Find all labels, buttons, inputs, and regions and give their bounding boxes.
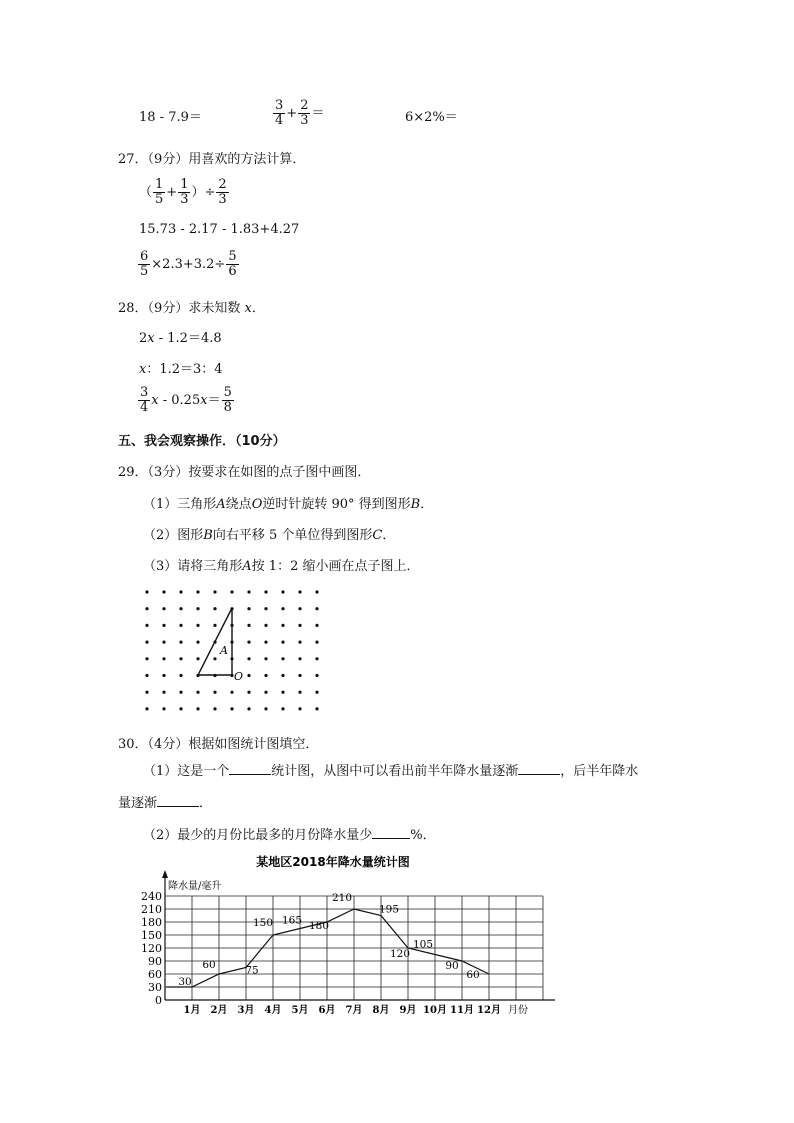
grid-dot bbox=[298, 624, 301, 627]
grid-dot bbox=[247, 691, 250, 694]
y-tick-label: 240 bbox=[141, 890, 162, 903]
dot-grid[interactable] bbox=[138, 584, 348, 714]
grid-dot bbox=[281, 624, 284, 627]
data-label: 195 bbox=[378, 903, 400, 916]
chart-xlabel: 月份 bbox=[508, 1005, 528, 1016]
grid-dot bbox=[213, 707, 216, 710]
grid-dot bbox=[264, 674, 267, 677]
grid-dot bbox=[230, 691, 233, 694]
chart-ylabel: 降水量/毫升 bbox=[168, 881, 222, 892]
grid-dot bbox=[179, 624, 182, 627]
grid-dot bbox=[213, 657, 216, 660]
grid-dot bbox=[196, 691, 199, 694]
data-label: 210 bbox=[331, 892, 353, 904]
y-tick-label: 0 bbox=[155, 994, 162, 1007]
answer-blank[interactable] bbox=[372, 826, 410, 839]
q27-expr-2: 15.73 - 2.17 - 1.83+4.27 bbox=[139, 222, 300, 237]
grid-dot bbox=[145, 707, 148, 710]
grid-dot bbox=[264, 707, 267, 710]
grid-dot bbox=[315, 691, 318, 694]
calc-expr-1: 18 - 7.9＝ bbox=[139, 110, 202, 125]
y-tick-label: 120 bbox=[141, 942, 162, 955]
q29-step-2: （2）图形B向右平移 5 个单位得到图形C． bbox=[143, 528, 396, 543]
grid-dot bbox=[213, 624, 216, 627]
grid-dot bbox=[298, 641, 301, 644]
grid-dot bbox=[213, 590, 216, 593]
grid-dot bbox=[162, 590, 165, 593]
grid-dot bbox=[264, 624, 267, 627]
grid-dot bbox=[298, 607, 301, 610]
grid-dot bbox=[179, 691, 182, 694]
grid-dot bbox=[298, 707, 301, 710]
grid-dot bbox=[281, 607, 284, 610]
grid-dot bbox=[298, 657, 301, 660]
q28-expr-1: 2x - 1.2＝4.8 bbox=[139, 331, 222, 346]
grid-dot bbox=[162, 674, 165, 677]
grid-dot bbox=[145, 657, 148, 660]
grid-dot bbox=[196, 707, 199, 710]
data-label: 60 bbox=[466, 969, 480, 981]
q27-expr-3: $\frac{6}{5}$ ×2.3+3.2÷ $\frac{5}{6}$ bbox=[140, 249, 237, 279]
grid-dot bbox=[162, 607, 165, 610]
q30-step-1-cont: 量逐渐 ． bbox=[118, 796, 213, 811]
x-tick-label: 9月 bbox=[399, 1005, 417, 1016]
grid-dot bbox=[145, 624, 148, 627]
grid-dot bbox=[162, 657, 165, 660]
grid-dot bbox=[196, 624, 199, 627]
grid-dot bbox=[213, 691, 216, 694]
grid-dot bbox=[213, 607, 216, 610]
data-label: 105 bbox=[412, 938, 434, 951]
grid-dot bbox=[264, 657, 267, 660]
grid-dot bbox=[162, 691, 165, 694]
q29-step-3: （3）请将三角形A按 1：2 缩小画在点子图上． bbox=[143, 559, 420, 574]
x-tick-label: 2月 bbox=[210, 1005, 228, 1016]
q30-step-2: （2）最少的月份比最多的月份降水量少 %． bbox=[143, 828, 436, 843]
grid-dot bbox=[196, 641, 199, 644]
x-tick-label: 12月 bbox=[477, 1005, 501, 1016]
grid-dot bbox=[247, 707, 250, 710]
fraction: $\frac{5}{6}$ bbox=[228, 249, 237, 279]
x-tick-label: 3月 bbox=[237, 1005, 255, 1016]
x-tick-label: 8月 bbox=[372, 1005, 390, 1016]
grid-dot bbox=[247, 641, 250, 644]
fraction: $\frac{2}{3}$ bbox=[218, 177, 227, 207]
point-label-o: O bbox=[234, 670, 244, 683]
y-tick-label: 60 bbox=[148, 968, 162, 981]
fraction: $\frac{2}{3}$ bbox=[300, 98, 309, 128]
grid-dot bbox=[281, 641, 284, 644]
data-label: 30 bbox=[178, 976, 192, 988]
x-tick-label: 11月 bbox=[450, 1005, 474, 1016]
triangle-a bbox=[198, 608, 232, 675]
fraction: $\frac{3}{4}$ bbox=[275, 98, 284, 128]
grid-dot bbox=[298, 691, 301, 694]
section-title: 五、我会观察操作．（10分） bbox=[118, 434, 286, 449]
grid-dot bbox=[230, 590, 233, 593]
grid-dot bbox=[145, 691, 148, 694]
calc-expr-3: 6×2%＝ bbox=[405, 110, 458, 125]
calc-expr-2: $\frac{3}{4}$ + $\frac{2}{3}$ ＝ bbox=[275, 98, 325, 128]
triangle-label-a: A bbox=[220, 644, 228, 657]
rainfall-line-chart bbox=[135, 852, 555, 1020]
fraction: $\frac{1}{5}$ bbox=[155, 177, 164, 207]
fraction: $\frac{6}{5}$ bbox=[140, 249, 149, 279]
grid-dot bbox=[247, 624, 250, 627]
y-tick-label: 90 bbox=[148, 955, 162, 968]
grid-dot bbox=[281, 674, 284, 677]
answer-blank[interactable] bbox=[518, 762, 560, 775]
x-tick-label: 1月 bbox=[183, 1005, 201, 1016]
grid-dot bbox=[179, 707, 182, 710]
q29-heading: 29．（3分）按要求在如图的点子图中画图． bbox=[118, 465, 371, 480]
grid-dot bbox=[315, 674, 318, 677]
data-label: 90 bbox=[445, 960, 459, 972]
y-tick-label: 180 bbox=[141, 916, 162, 929]
data-label: 60 bbox=[202, 959, 216, 971]
y-tick-label: 150 bbox=[141, 929, 162, 942]
grid-dot bbox=[247, 674, 250, 677]
y-tick-label: 210 bbox=[141, 903, 162, 916]
grid-dot bbox=[281, 691, 284, 694]
grid-dot bbox=[247, 657, 250, 660]
fraction: $\frac{1}{3}$ bbox=[180, 177, 189, 207]
x-tick-label: 7月 bbox=[345, 1005, 363, 1016]
data-label: 165 bbox=[281, 914, 303, 927]
grid-dot bbox=[162, 641, 165, 644]
grid-dot bbox=[264, 590, 267, 593]
grid-dot bbox=[145, 607, 148, 610]
q27-expr-1: （ $\frac{1}{5}$ + $\frac{1}{3}$ ）÷ $\frac{2}{3}$ bbox=[139, 177, 227, 207]
x-tick-label: 5月 bbox=[291, 1005, 309, 1016]
x-tick-label: 10月 bbox=[423, 1005, 447, 1016]
data-label: 75 bbox=[245, 964, 259, 977]
chart-data-labels bbox=[178, 892, 479, 988]
answer-blank[interactable] bbox=[229, 762, 271, 775]
q27-heading: 27．（9分）用喜欢的方法计算． bbox=[118, 152, 306, 167]
data-label: 150 bbox=[252, 917, 274, 929]
grid-dot bbox=[179, 590, 182, 593]
grid-dot bbox=[196, 657, 199, 660]
grid-dot bbox=[315, 590, 318, 593]
grid-dot bbox=[264, 607, 267, 610]
grid-dot bbox=[315, 641, 318, 644]
chart-yticks bbox=[141, 890, 162, 1007]
grid-dot bbox=[264, 691, 267, 694]
q29-step-1: （1）三角形A绕点O逆时针旋转 90° 得到图形B． bbox=[143, 497, 434, 512]
grid-dot bbox=[315, 707, 318, 710]
grid-dot bbox=[281, 590, 284, 593]
fraction: $\frac{3}{4}$ bbox=[140, 385, 149, 415]
grid-dot bbox=[230, 707, 233, 710]
fraction: $\frac{5}{8}$ bbox=[223, 385, 232, 415]
grid-dot bbox=[179, 641, 182, 644]
q28-heading: 28．（9分）求未知数 x． bbox=[118, 301, 265, 316]
grid-dot bbox=[264, 641, 267, 644]
answer-blank[interactable] bbox=[157, 794, 199, 807]
data-label: 180 bbox=[308, 920, 330, 932]
grid-dot bbox=[145, 590, 148, 593]
grid-dot bbox=[298, 590, 301, 593]
grid-dot bbox=[196, 590, 199, 593]
grid-dot bbox=[315, 607, 318, 610]
data-label: 120 bbox=[389, 948, 411, 960]
chart-title: 某地区2018年降水量统计图 bbox=[256, 855, 410, 869]
y-tick-label: 30 bbox=[148, 981, 162, 994]
x-tick-label: 4月 bbox=[264, 1005, 282, 1016]
grid-dot bbox=[162, 707, 165, 710]
grid-dot bbox=[145, 674, 148, 677]
grid-dot bbox=[281, 657, 284, 660]
q30-heading: 30．（4分）根据如图统计图填空． bbox=[118, 737, 319, 752]
q28-expr-3: $\frac{3}{4}$ x - 0.25x＝ $\frac{5}{8}$ bbox=[140, 385, 232, 415]
grid-dot bbox=[247, 607, 250, 610]
grid-dot bbox=[298, 674, 301, 677]
grid-dot bbox=[315, 657, 318, 660]
grid-dot bbox=[179, 607, 182, 610]
chart-grid bbox=[165, 896, 543, 1000]
chart-xticks bbox=[184, 1003, 501, 1016]
grid-dot bbox=[315, 624, 318, 627]
grid-dot bbox=[281, 707, 284, 710]
q30-step-1: （1）这是一个 统计图，从图中可以看出前半年降水量逐渐 ，后半年降水 bbox=[143, 764, 639, 779]
grid-dot bbox=[196, 607, 199, 610]
x-tick-label: 6月 bbox=[318, 1005, 336, 1016]
grid-dot bbox=[162, 624, 165, 627]
grid-dot bbox=[145, 641, 148, 644]
y-axis-arrow bbox=[162, 870, 168, 878]
q28-expr-2: x：1.2＝3：4 bbox=[139, 362, 223, 377]
grid-dot bbox=[179, 674, 182, 677]
grid-dot bbox=[247, 590, 250, 593]
grid-dot bbox=[179, 657, 182, 660]
